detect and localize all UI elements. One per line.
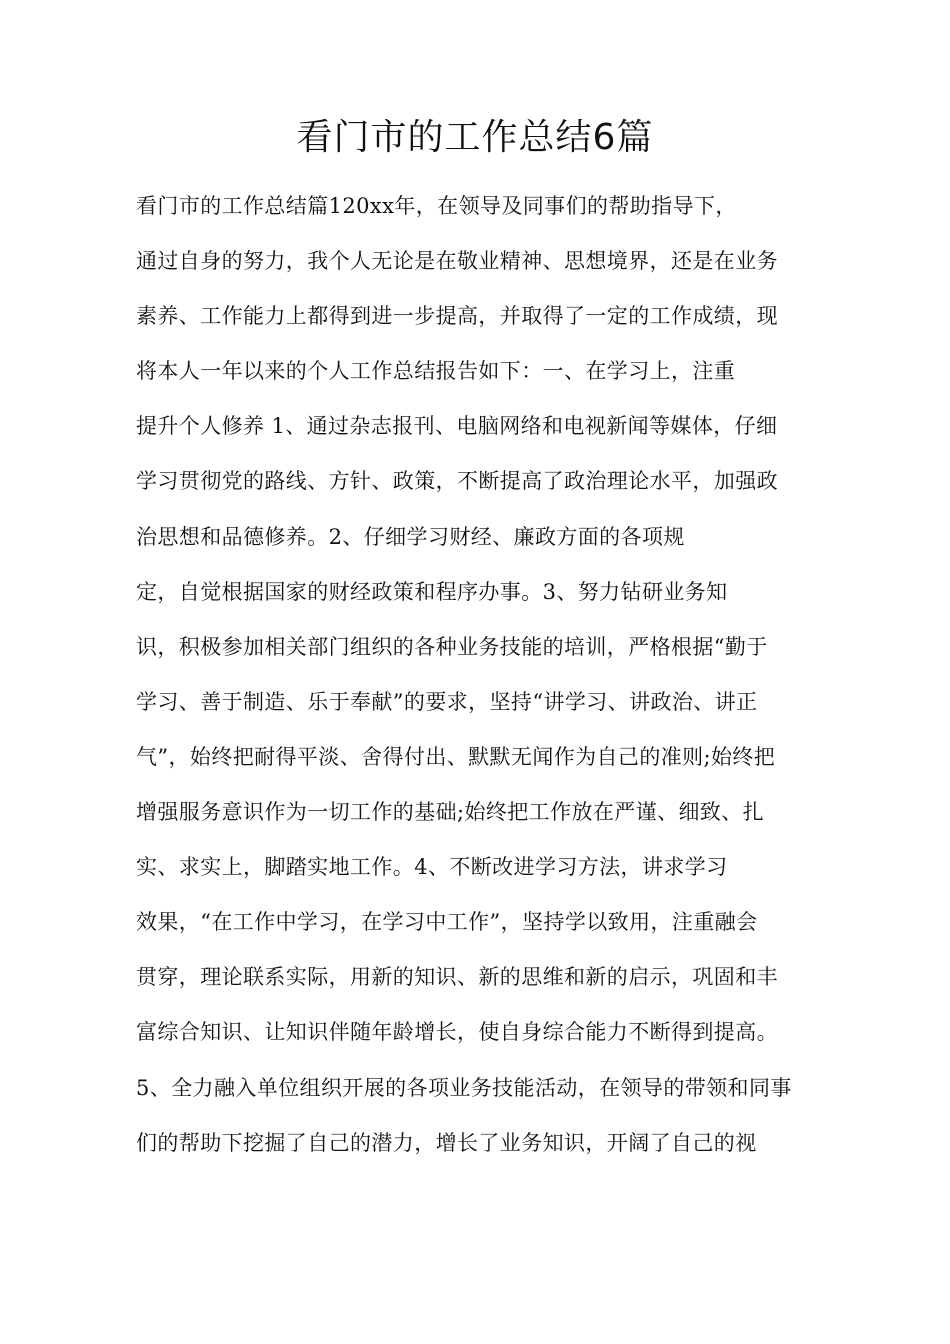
body-line: 定，自觉根据国家的财经政策和程序办事。3、努力钻研业务知 [136, 579, 728, 604]
document-body [136, 186, 836, 1178]
body-line: 富综合知识、让知识伴随年龄增长，使自身综合能力不断得到提高。 [136, 1020, 778, 1045]
body-line: 实、求实上，脚踏实地工作。4、不断改进学习方法，讲求学习 [136, 855, 728, 880]
body-line: 学习、善于制造、乐于奉献”的要求，坚持“讲学习、讲政治、讲正 [136, 689, 758, 714]
body-line: 们的帮助下挖掘了自己的潜力，增长了业务知识，开阔了自己的视 [136, 1130, 757, 1155]
body-line: 通过自身的努力，我个人无论是在敬业精神、思想境界，还是在业务 [136, 249, 778, 274]
body-line: 气”，始终把耐得平淡、舍得付出、默默无闻作为自己的准则;始终把 [136, 744, 776, 769]
body-line: 将本人一年以来的个人工作总结报告如下：一、在学习上，注重 [136, 359, 736, 384]
body-line: 增强服务意识作为一切工作的基础;始终把工作放在严谨、细致、扎 [136, 800, 765, 825]
body-line: 治思想和品德修养。2、仔细学习财经、廉政方面的各项规 [136, 524, 685, 549]
body-line: 提升个人修养 1、通过杂志报刊、电脑网络和电视新闻等媒体，仔细 [136, 414, 778, 439]
document-title: 看门市的工作总结6篇 [296, 117, 654, 158]
body-line: 识，积极参加相关部门组织的各种业务技能的培训，严格根据“勤于 [136, 634, 768, 659]
body-line: 学习贯彻党的路线、方针、政策，不断提高了政治理论水平，加强政 [136, 469, 778, 494]
body-line: 看门市的工作总结篇120xx年，在领导及同事们的帮助指导下， [136, 194, 737, 218]
body-line: 效果，“在工作中学习，在学习中工作”，坚持学以致用，注重融会 [136, 910, 758, 935]
body-line: 贯穿，理论联系实际，用新的知识、新的思维和新的启示，巩固和丰 [136, 965, 778, 990]
body-line: 素养、工作能力上都得到进一步提高，并取得了一定的工作成绩，现 [136, 304, 778, 329]
body-line: 5、全力融入单位组织开展的各项业务技能活动，在领导的带领和同事 [136, 1075, 792, 1100]
